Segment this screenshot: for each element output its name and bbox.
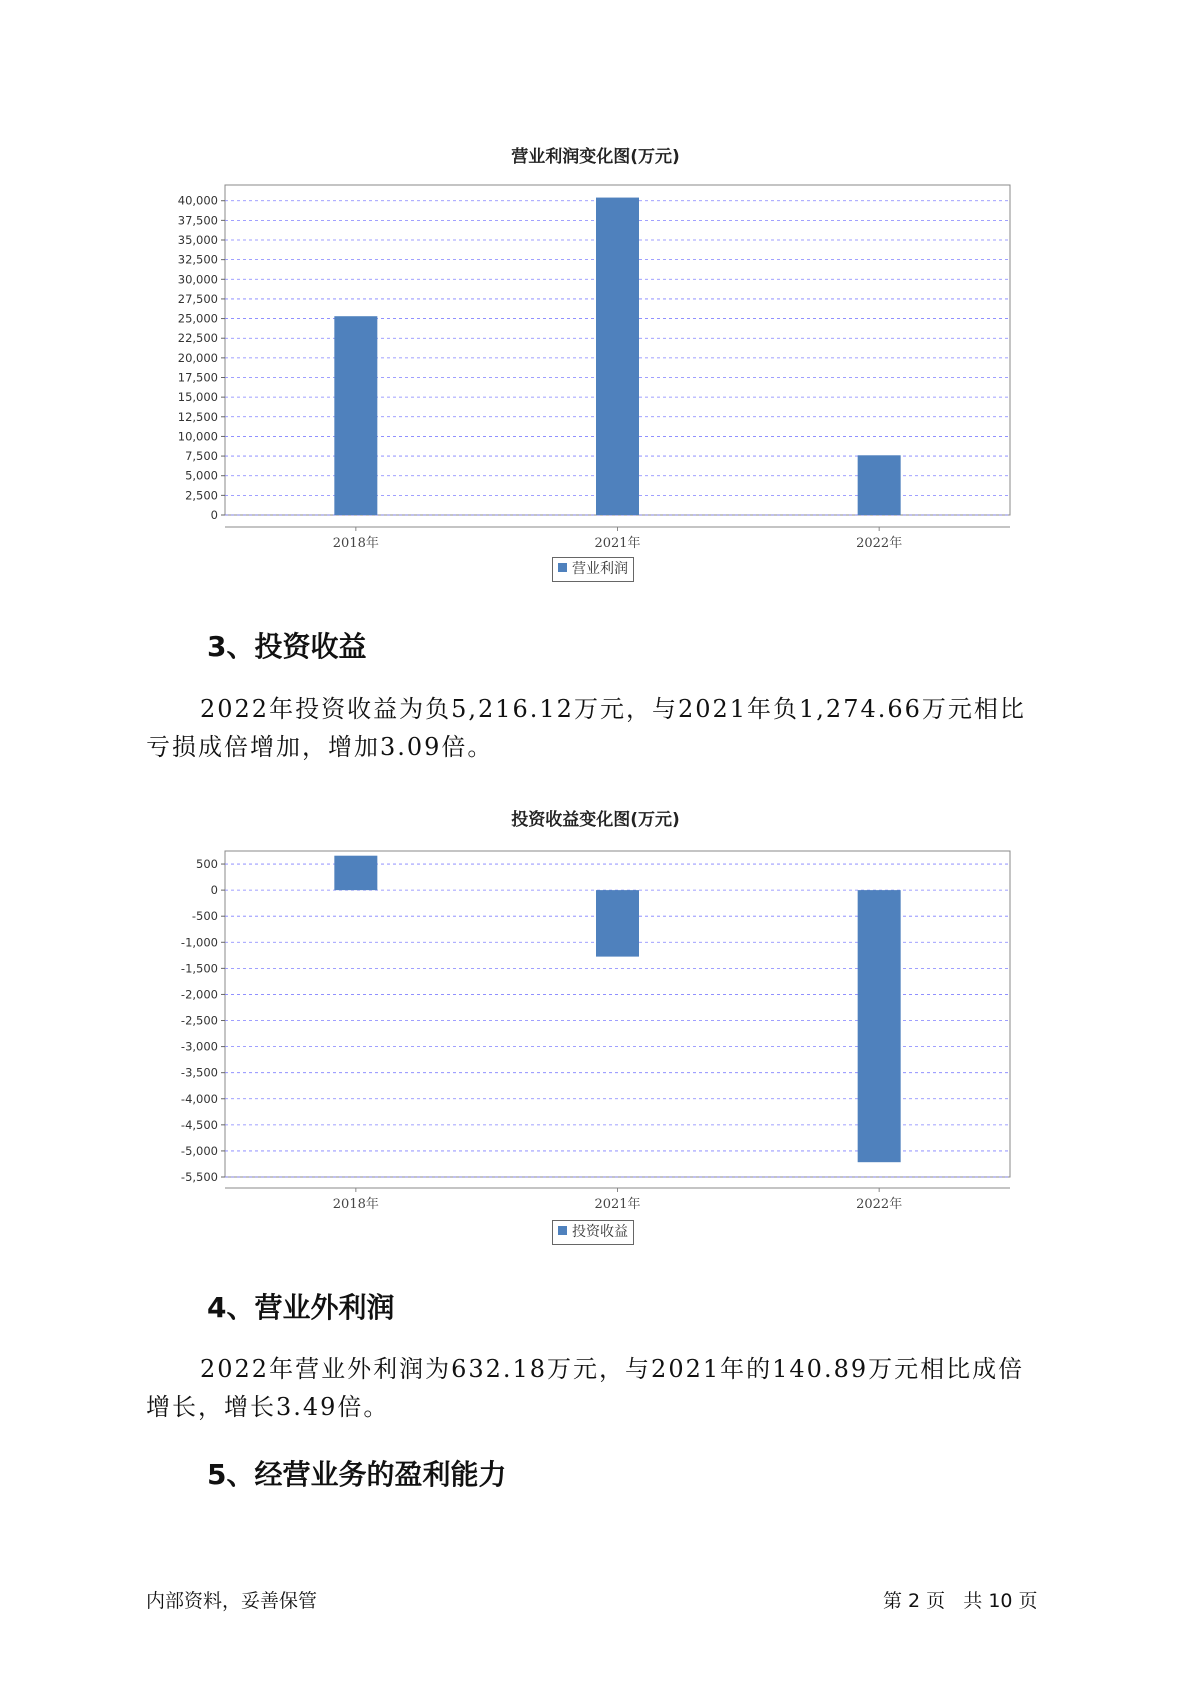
section-5-heading: 5、经营业务的盈利能力 bbox=[207, 1458, 507, 1491]
y-tick-label: -5,000 bbox=[180, 1143, 218, 1158]
y-tick-label: 30,000 bbox=[177, 272, 218, 287]
y-tick-label: 0 bbox=[210, 883, 218, 898]
y-tick-label: 20,000 bbox=[177, 350, 218, 365]
y-tick-label: 25,000 bbox=[177, 311, 218, 326]
y-tick-label: 37,500 bbox=[177, 213, 218, 228]
y-tick-label: 17,500 bbox=[177, 370, 218, 385]
chart-title-investment-income: 投资收益变化图(万元) bbox=[511, 810, 680, 830]
footer-confidential: 内部资料，妥善保管 bbox=[146, 1590, 318, 1612]
legend-label: 投资收益 bbox=[572, 1224, 628, 1240]
section-4-paragraph: 2022年营业外利润为632.18万元，与2021年的140.89万元相比成倍增长，增长3.49倍。 bbox=[146, 1355, 1025, 1421]
x-tick-label: 2018年 bbox=[332, 1197, 379, 1212]
y-tick-label: -1,000 bbox=[180, 935, 218, 950]
bar-2018年 bbox=[334, 316, 377, 515]
chart-operating-profit bbox=[0, 170, 1191, 570]
legend-swatch-icon bbox=[558, 563, 567, 572]
bar-2021年 bbox=[596, 198, 639, 515]
legend-swatch-icon bbox=[558, 1226, 567, 1235]
y-tick-label: 500 bbox=[196, 857, 218, 872]
y-tick-label: 35,000 bbox=[177, 233, 218, 247]
y-tick-label: 32,500 bbox=[177, 252, 218, 267]
y-tick-label: 22,500 bbox=[177, 331, 218, 346]
legend-label: 营业利润 bbox=[572, 561, 628, 577]
chart-investment-income bbox=[0, 845, 1191, 1225]
y-tick-label: 15,000 bbox=[177, 390, 218, 405]
y-tick-label: 27,500 bbox=[177, 291, 218, 306]
chart-title-operating-profit: 营业利润变化图(万元) bbox=[511, 147, 680, 167]
y-tick-label: -3,000 bbox=[180, 1039, 218, 1054]
y-tick-label: -3,500 bbox=[180, 1065, 218, 1080]
legend-investment-income bbox=[552, 1220, 634, 1245]
y-tick-label: -2,000 bbox=[180, 987, 218, 1002]
bar-2018年 bbox=[334, 856, 377, 890]
y-tick-label: 0 bbox=[210, 508, 218, 522]
x-tick-label: 2021年 bbox=[594, 1197, 641, 1212]
y-tick-label: 7,500 bbox=[185, 449, 218, 464]
y-tick-label: -500 bbox=[191, 909, 218, 924]
x-tick-label: 2018年 bbox=[332, 536, 379, 551]
x-tick-label: 2021年 bbox=[594, 536, 641, 551]
x-tick-label: 2022年 bbox=[856, 1197, 903, 1212]
y-tick-label: -5,500 bbox=[180, 1170, 218, 1184]
y-tick-label: 40,000 bbox=[177, 193, 218, 208]
y-tick-label: -2,500 bbox=[180, 1013, 218, 1028]
bar-2021年 bbox=[596, 890, 639, 956]
y-tick-label: 2,500 bbox=[185, 488, 218, 503]
section-4-heading: 4、营业外利润 bbox=[207, 1291, 395, 1324]
legend-operating-profit bbox=[552, 557, 634, 582]
footer-page-number: 第 2 页 共 10 页 bbox=[883, 1590, 1038, 1612]
y-tick-label: -4,000 bbox=[180, 1091, 218, 1106]
y-tick-label: 12,500 bbox=[177, 409, 218, 424]
section-3-heading: 3、投资收益 bbox=[207, 630, 367, 663]
bar-2022年 bbox=[858, 890, 901, 1162]
x-tick-label: 2022年 bbox=[856, 536, 903, 551]
bar-2022年 bbox=[858, 455, 901, 515]
section-3-paragraph: 2022年投资收益为负5,216.12万元，与2021年负1,274.66万元相比亏损成倍增加，增加3.09倍。 bbox=[146, 695, 1026, 761]
y-tick-label: 5,000 bbox=[185, 468, 218, 483]
y-tick-label: 10,000 bbox=[177, 429, 218, 444]
y-tick-label: -1,500 bbox=[180, 961, 218, 976]
y-tick-label: -4,500 bbox=[180, 1117, 218, 1132]
